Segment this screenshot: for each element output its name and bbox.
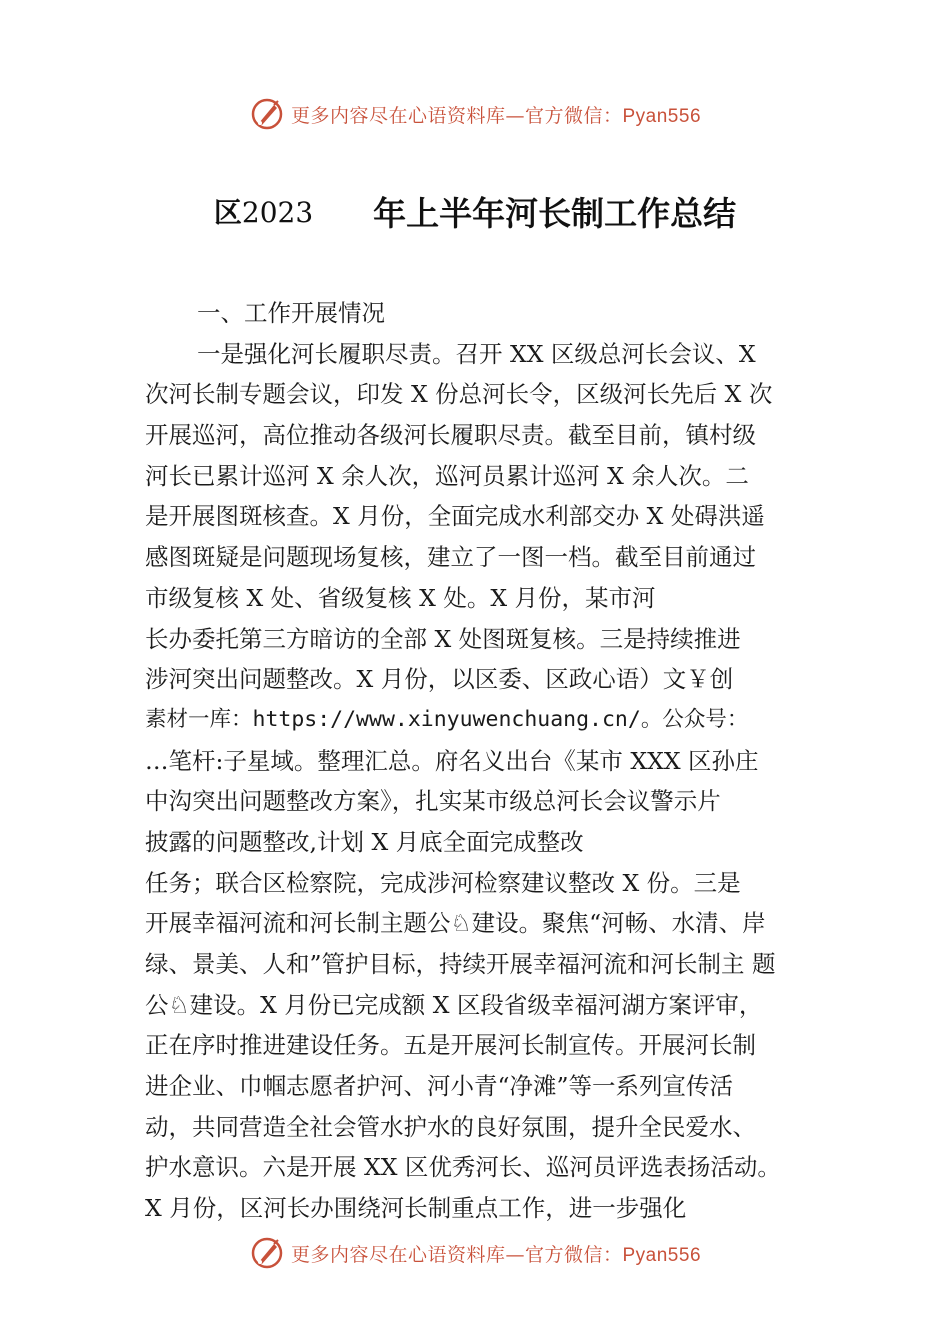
paragraph-line: 一是强化河长履职尽责。召开 XX 区级总河长会议、X	[197, 339, 756, 368]
header-watermark	[0, 94, 950, 134]
paragraph-line: 素材一库：https://www.xinyuwenchuang.cn/。公众号：	[145, 706, 749, 732]
footer-watermark	[0, 1233, 950, 1273]
quill-pen-logo-icon	[249, 1235, 285, 1271]
paragraph-line: 护水意识。六是开展 XX 区优秀河长、巡河员评选表扬活动。	[145, 1153, 781, 1182]
paragraph-line: 开展幸福河流和河长制主题公♘建设。聚焦“河畅、水清、岸	[145, 909, 766, 938]
paragraph-line: 任务；联合区检察院，完成涉河检察建议整改 X 份。三是	[145, 868, 741, 897]
document-body	[145, 293, 825, 1229]
paragraph-line: 涉河突出问题整改。X 月份，以区委、区政心语）文￥创	[145, 665, 734, 694]
paragraph-line: 动，共同营造全社会管水护水的良好氛围，提升全民爱水、	[145, 1112, 756, 1141]
paragraph-line: 河长已累计巡河 X 余人次，巡河员累计巡河 X 余人次。二	[145, 461, 749, 490]
title-year-number: 2023	[241, 196, 314, 229]
watermark-text	[291, 1240, 701, 1267]
paragraph-line: X 月份，区河长办围绕河长制重点工作，进一步强化	[145, 1194, 687, 1223]
paragraph-line: 市级复核 X 处、省级复核 X 处。X 月份，某市河	[145, 583, 656, 612]
paragraph-line: 感图斑疑是问题现场复核，建立了一图一档。截至目前通过	[145, 543, 756, 572]
paragraph-line: 次河长制专题会议，印发 X 份总河长令，区级河长先后 X 次	[145, 380, 773, 409]
title-year-mark: 区	[213, 196, 242, 229]
watermark-wechat-id: Pyan556	[622, 1244, 702, 1266]
title-main: 年上半年河长制工作总结	[373, 193, 737, 233]
title-year	[214, 191, 313, 231]
paragraph-line: 绿、景美、人和”管护目标，持续开展幸福河流和河长制主 题	[145, 950, 776, 978]
paragraph-line: 披露的问题整改,计划 X 月底全面完成整改	[145, 827, 584, 856]
paragraph-line: 公♘建设。X 月份已完成额 X 区段省级幸福河湖方案评审，	[145, 990, 763, 1019]
watermark-text	[291, 101, 701, 128]
paragraph-line: 进企业、巾帼志愿者护河、河小青“净滩”等一系列宣传活	[145, 1072, 734, 1101]
watermark-slogan: 更多内容尽在心语资料库—官方微信：	[290, 104, 623, 127]
watermark-wechat-id: Pyan556	[622, 105, 702, 127]
section-heading: 一、工作开展情况	[197, 299, 385, 327]
paragraph-line: 长办委托第三方暗访的全部 X 处图斑复核。三是持续推进	[145, 624, 741, 653]
paragraph-line: 是开展图斑核查。X 月份，全面完成水利部交办 X 处碍洪遥	[145, 502, 765, 531]
paragraph-line: 中沟突出问题整改方案》，扎实某市级总河长会议警示片	[145, 787, 721, 816]
paragraph-line: 正在序时推进建设任务。五是开展河长制宣传。开展河长制	[145, 1031, 756, 1060]
watermark-slogan: 更多内容尽在心语资料库—官方微信：	[290, 1243, 623, 1266]
quill-pen-logo-icon	[249, 96, 285, 132]
document-title	[0, 186, 950, 236]
paragraph-line: 开展巡河，高位推动各级河长履职尽责。截至目前，镇村级	[145, 421, 756, 450]
paragraph-line: …笔杆:子星域。整理汇总。府名义出台《某市 XXX 区孙庄	[145, 746, 759, 775]
